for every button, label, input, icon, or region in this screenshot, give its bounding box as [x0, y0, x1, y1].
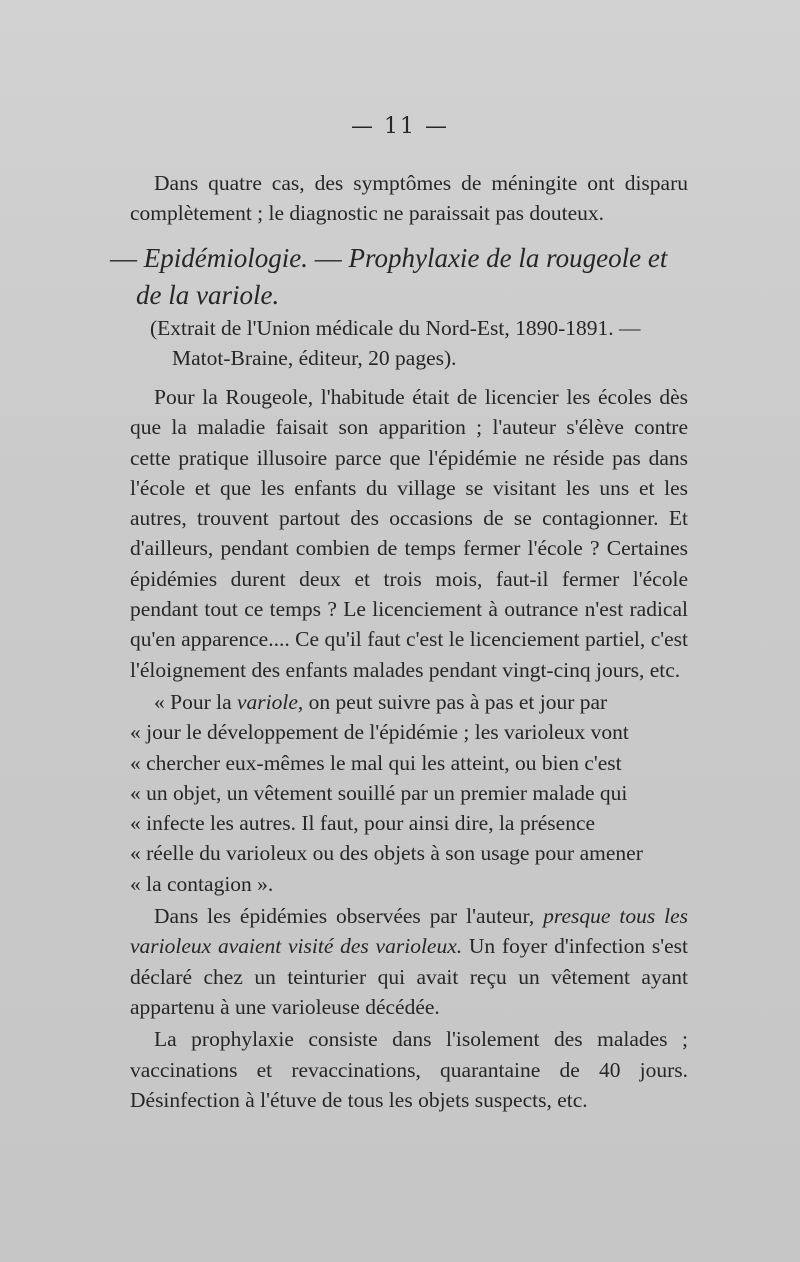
- paragraph-quote-variole: [130, 687, 688, 717]
- quote-line-6: « réelle du varioleux ou des objets à son usage pour amener: [130, 841, 643, 866]
- quote-line-7: « la contagion ».: [130, 871, 274, 896]
- page-number: — 11 —: [351, 114, 449, 139]
- heading-prophylaxie: Prophylaxie de la rougeole et: [348, 243, 668, 273]
- intro-paragraph: [130, 168, 688, 229]
- citation-line-1: (Extrait de l'Union médicale du Nord-Est, 1890-1891. —: [150, 316, 641, 340]
- paragraph-observations: [130, 901, 688, 1022]
- heading-separator: —: [314, 243, 342, 273]
- observations-italic: presque tous les varioleux avaient visité des varioleux.: [130, 904, 688, 959]
- heading-variole: de la variole.: [136, 280, 280, 310]
- section-heading: [110, 240, 700, 314]
- observations-start: Dans les épidémies observées par l'auteur,: [154, 904, 544, 929]
- paragraph-prophylaxie: La prophylaxie consiste dans l'isolement des malades ; vaccinations et revaccinations, quarantaine de 40 jours. Désinfection à l'étuve de tous les objets suspects, etc.: [130, 1027, 688, 1112]
- paragraph-rougeole: Pour la Rougeole, l'habitude était de licencier les écoles dès que la maladie faisait son apparition ; l'auteur s'élève contre cette pratique illusoire parce que l'épidémie ne réside pas dans l'école et que les enfants du village se visitant les uns et les autres, trouvent partout des occasions de se contagionner. Et d'ailleurs, pendant combien de temps fermer l'école ? Certaines épidémies durent deux et trois mois, faut-il fermer l'école pendant tout ce temps ? Le licenciement à outrance n'est radical qu'en apparence.... Ce qu'il faut c'est le licenciement partiel, c'est l'éloignement des enfants malades pendant vingt-cinq jours, etc.: [130, 385, 688, 682]
- quote-line-1-start: « Pour la: [154, 689, 238, 714]
- source-citation: [150, 313, 695, 373]
- heading-dash: —: [110, 243, 137, 273]
- quote-continuation: [130, 717, 688, 899]
- quote-line-1-end: on peut suivre pas à pas et jour par: [303, 689, 608, 714]
- quote-line-4: « un objet, un vêtement souillé par un premier malade qui: [130, 780, 628, 805]
- quote-variole-italic: variole,: [237, 689, 304, 714]
- body-text: [130, 382, 688, 1115]
- intro-line-1: Dans quatre cas, des symptômes de méningite ont disparu: [154, 171, 688, 195]
- quote-line-5: « infecte les autres. Il faut, pour ainsi dire, la présence: [130, 811, 596, 836]
- quote-line-1: [130, 687, 688, 717]
- quote-line-3: « chercher eux-mêmes le mal qui les atteint, ou bien c'est: [130, 750, 622, 775]
- heading-epidemiologie: Epidémiologie.: [143, 243, 308, 273]
- quote-line-2: « jour le développement de l'épidémie ; les varioleux vont: [130, 720, 629, 745]
- observations-end: Un foyer d'infection s'est déclaré chez un teinturier qui avait reçu un vêtement ayant appartenu à une varioleuse décédée.: [130, 934, 688, 1019]
- citation-line-2: Matot-Braine, éditeur, 20 pages).: [172, 346, 457, 370]
- intro-text: [130, 168, 688, 229]
- intro-line-2: complètement ; le diagnostic ne paraissait pas douteux.: [130, 201, 605, 226]
